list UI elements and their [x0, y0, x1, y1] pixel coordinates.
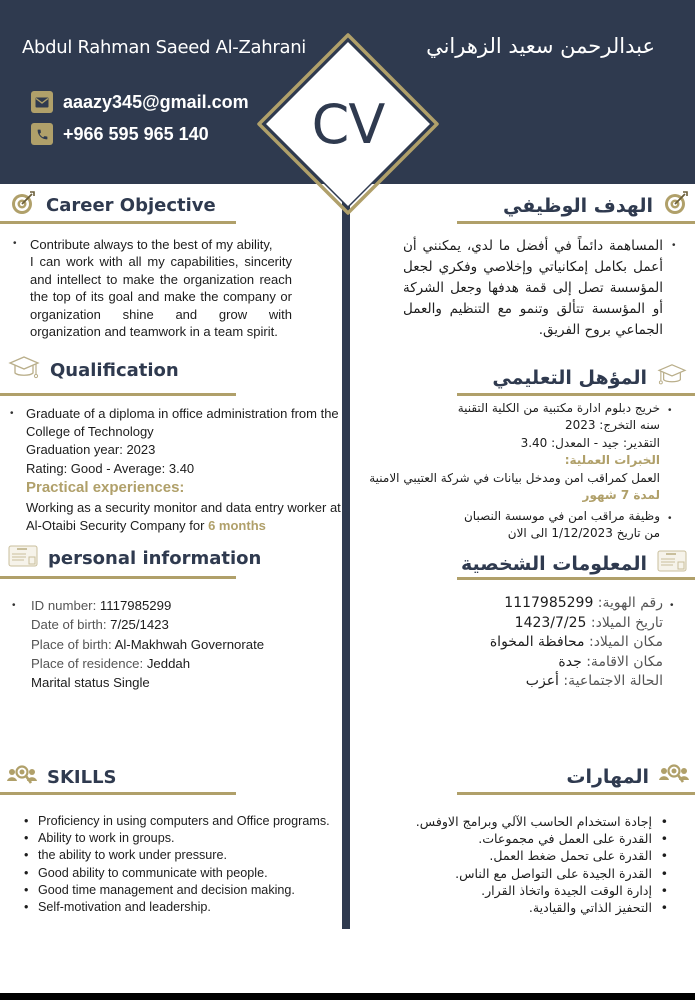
field-label: رقم الهوية: [593, 595, 663, 611]
section-rule [457, 393, 695, 396]
personal-info-title-ar: المعلومات الشخصية [460, 552, 647, 575]
birthplace-row-ar [420, 633, 663, 653]
section-rule [0, 576, 236, 579]
skill-item: • Good time management and decision making. [24, 882, 344, 899]
section-rule [457, 577, 695, 580]
skill-item: • Self-motivation and leadership. [24, 899, 344, 916]
personal-info-list-en [31, 596, 331, 692]
contact-phone[interactable] [31, 123, 209, 145]
qualification-title-ar: المؤهل التعليمي [492, 366, 647, 389]
field-value: محافظة المخواة [489, 634, 585, 650]
experience-desc-en: Working as a security monitor and data entry worker at Al-Otaibi Security Company for [26, 499, 341, 534]
marital-row-ar [420, 672, 663, 692]
experience-text-en [26, 499, 341, 535]
career-objective-heading-en [10, 190, 216, 221]
people-search-icon [7, 764, 37, 791]
personal-info-heading-ar [461, 550, 687, 577]
qualification-text-en [26, 405, 341, 535]
skill-item-ar: • القدرة على تحمل ضغط العمل. [360, 847, 668, 864]
career-objective-text-ar: المساهمة دائماً في أفضل ما لدي، يمكنني أن أعمل بكامل إمكانياتي وإخلاصي وفكري لجعل المؤسسة تصل إلى قمة هدفها وجعل الشركة أو المؤسسة تتألق وتنمو مع التنظيم والعمل الجماعي بروح الفريق. [403, 238, 663, 338]
field-label: Date of birth: [31, 617, 111, 633]
career-objective-rest: I can work with all my capabilities, sincerity and intellect to make the organization reach the top of its goal and make the company or organization shine and grow with organization and teamwork in a team spirit. [30, 254, 292, 340]
skills-title-ar: المهارات [566, 765, 649, 788]
qualification-text-ar [405, 400, 660, 469]
skill-item-ar: • إجادة استخدام الحاسب الآلي وبرامج الاوفس. [360, 813, 668, 830]
bullet: • [12, 600, 16, 611]
phone-icon [31, 123, 53, 145]
personal-info-list-ar [420, 594, 663, 692]
field-value: 1117985299 [99, 598, 172, 613]
skills-heading-ar [566, 763, 689, 790]
skills-title: SKILLS [47, 767, 117, 788]
bullet: • [668, 513, 672, 524]
qualification-title: Qualification [50, 360, 179, 381]
experience-heading-ar: الخبرات العملية: [564, 452, 660, 467]
target-icon [663, 190, 689, 221]
job2-line1: وظيفة مراقب امن في موسسة النصبان [463, 509, 660, 523]
degree-ar: خريج دبلوم ادارة مكتبية من الكلية التقنية [457, 401, 660, 415]
skills-heading-en [7, 764, 117, 791]
cv-label: CV [311, 92, 385, 156]
field-value: 1423/7/25 [514, 614, 587, 631]
id-card-icon [657, 550, 687, 577]
dob-row [31, 615, 331, 634]
career-objective-title: Career Objective [46, 195, 216, 216]
skill-item: • Proficiency in using computers and Office programs. [24, 813, 344, 830]
skill-item: • Good ability to communicate with people. [24, 865, 344, 882]
graduation-cap-icon [8, 354, 40, 387]
bottom-border [0, 993, 695, 1000]
experience-heading-en: Practical experiences: [26, 478, 185, 496]
people-search-icon [659, 763, 689, 790]
phone-text[interactable]: +966 595 965 140 [63, 123, 209, 144]
personal-info-title: personal information [48, 548, 262, 569]
field-value: Single [113, 675, 150, 691]
contact-email[interactable] [31, 91, 249, 113]
section-rule [0, 792, 236, 795]
experience-desc-ar: العمل كمراقب امن ومدخل بيانات في شركة العتيبي الامنية [369, 471, 660, 485]
field-label: Marital status [31, 675, 114, 691]
section-rule [0, 221, 236, 224]
dob-row-ar [420, 614, 663, 634]
skills-list-ar [360, 813, 668, 916]
skill-item-ar: • القدرة على العمل في مجموعات. [360, 830, 668, 847]
name-english: Abdul Rahman Saeed Al-Zahrani [22, 37, 307, 58]
skills-list-en [24, 813, 344, 916]
field-value: جدة [558, 653, 582, 670]
field-value: 1117985299 [504, 595, 594, 611]
experience-text-ar [360, 470, 660, 505]
residence-row [31, 654, 331, 673]
qualification-heading-en [8, 354, 179, 387]
field-label: مكان الاقامة: [581, 653, 663, 670]
envelope-icon [31, 91, 53, 113]
career-objective-line1: Contribute always to the best of my ability, [30, 237, 273, 252]
field-label: Place of residence: [31, 655, 147, 671]
field-label: Place of birth: [31, 636, 115, 652]
job2-line2: من تاريخ 1/12/2023 الى الان [507, 526, 660, 541]
section-rule [457, 792, 695, 795]
career-objective-heading-ar [503, 190, 689, 221]
skill-item-ar: • القدرة الجيدة على التواصل مع الناس. [360, 865, 668, 882]
skill-item: • Ability to work in groups. [24, 830, 344, 847]
id-number-row [31, 596, 331, 615]
skill-item: • the ability to work under pressure. [24, 847, 344, 864]
section-rule [457, 221, 695, 224]
skill-item-ar: • التحفيز الذاتي والقيادية. [360, 899, 668, 916]
graduation-cap-icon [657, 362, 687, 393]
field-label: ID number: [31, 598, 100, 613]
field-label: مكان الميلاد: [584, 634, 663, 650]
degree-en: Graduate of a diploma in office administration from the College of Technology [26, 406, 339, 440]
marital-row [31, 673, 331, 692]
qualification-heading-ar [492, 362, 687, 393]
section-rule [0, 393, 236, 396]
graduation-year-ar: سنه التخرج: 2023 [564, 418, 660, 433]
skill-item-ar: • إدارة الوقت الجيدة واتخاذ القرار. [360, 882, 668, 899]
rating-en: Rating: Good - Average: 3.40 [26, 460, 195, 476]
birthplace-row [31, 635, 331, 654]
field-value: أعزب [525, 673, 559, 689]
bullet: • [668, 405, 672, 416]
id-number-row-ar [420, 594, 663, 614]
job2-ar [400, 508, 660, 543]
bullet: • [13, 238, 17, 249]
career-objective-title-ar: الهدف الوظيفي [503, 194, 653, 217]
field-label: الحالة الاجتماعية: [558, 673, 663, 689]
personal-info-heading-en [8, 545, 261, 572]
career-objective-text-en [30, 236, 292, 340]
experience-duration-en: 6 months [208, 518, 266, 534]
experience-duration-ar: لمدة 7 شهور [582, 488, 660, 503]
residence-row-ar [420, 653, 663, 673]
rating-ar: التقدير: جيد - المعدل: 3.40 [520, 435, 660, 450]
field-value: 7/25/1423 [110, 617, 169, 633]
name-arabic: عبدالرحمن سعيد الزهراني [426, 34, 655, 58]
cv-badge [256, 32, 440, 216]
field-value: Al-Makhwah Governorate [114, 636, 265, 652]
email-text[interactable]: aaazy345@gmail.com [63, 91, 249, 112]
bullet: • [10, 408, 14, 419]
field-label: تاريخ الميلاد: [586, 614, 663, 631]
id-card-icon [8, 545, 38, 572]
bullet: • [672, 240, 676, 251]
bullet: • [670, 600, 674, 611]
field-value: Jeddah [146, 655, 191, 671]
graduation-year-en: Graduation year: 2023 [26, 442, 156, 458]
target-icon [10, 190, 36, 221]
